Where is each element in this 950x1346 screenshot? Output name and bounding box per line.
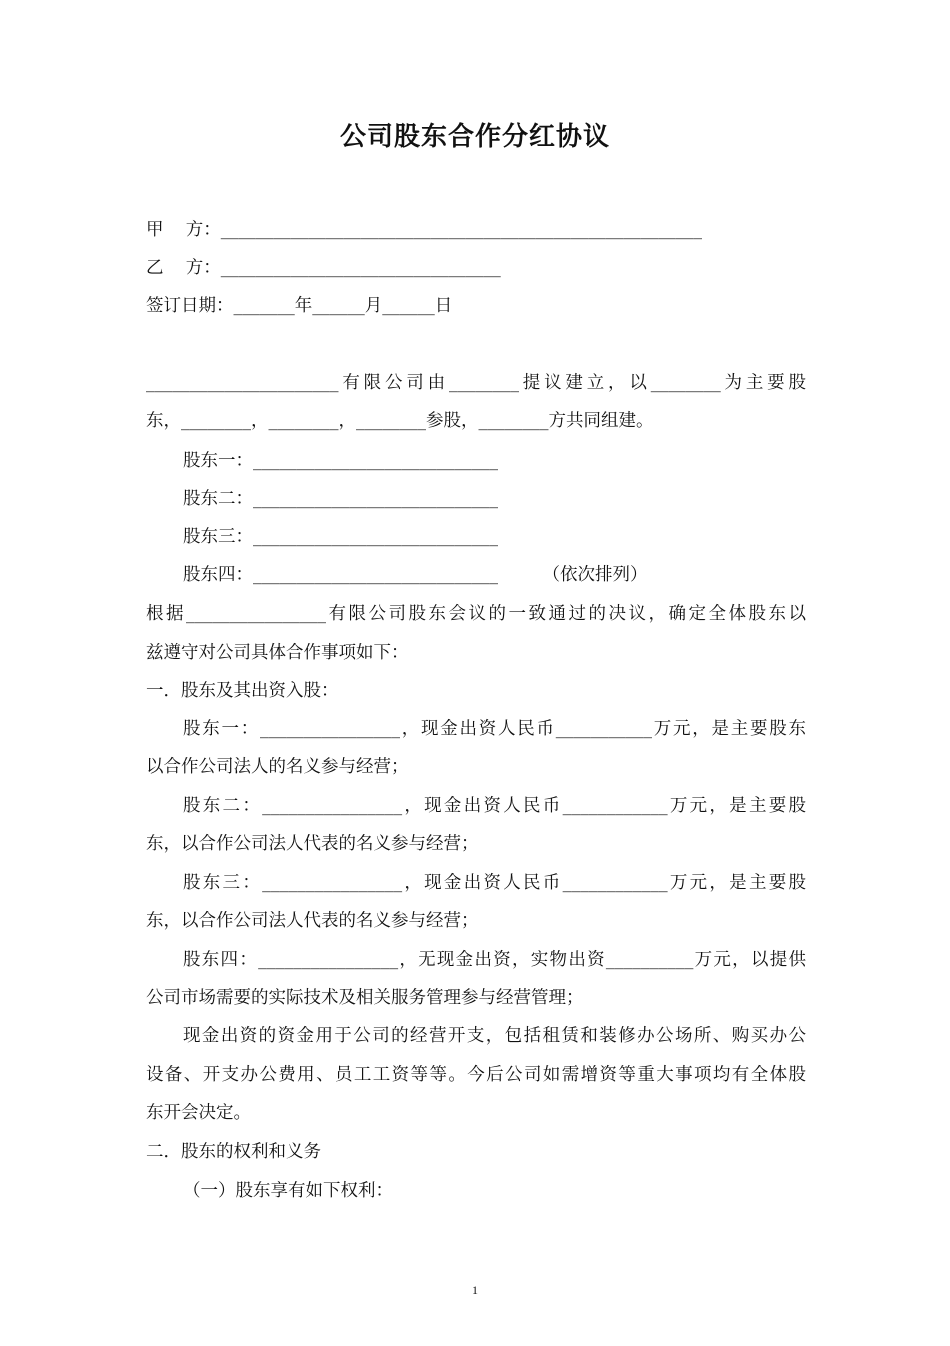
signing-date-line: 签订日期：_______年______月______日 <box>146 296 453 316</box>
subsection-heading: （一）股东享有如下权利： <box>183 1181 393 1201</box>
basis-line: 根据________________有限公司股东会议的一致通过的决议，确定全体股东以 <box>146 604 806 624</box>
intro-line: ______________________有限公司由________提议建立，以________为主要股 <box>146 373 806 393</box>
shareholder-list-item: 股东二：____________________________ <box>183 489 498 509</box>
section-line: 股东一：________________，现金出资人民币___________万元，是主要股东 <box>183 719 806 739</box>
section-heading: 二．股东的权利和义务 <box>146 1142 321 1162</box>
document-title: 公司股东合作分红协议 <box>339 122 610 152</box>
page-number: 1 <box>472 1283 478 1297</box>
section-line: 东，以合作公司法人代表的名义参与经营； <box>146 911 479 931</box>
shareholder-list-item: 股东三：____________________________ <box>183 527 498 547</box>
section-line: 股东三：________________，现金出资人民币____________万元，是主要股 <box>183 873 806 893</box>
section-line: 以合作公司法人的名义参与经营； <box>146 757 409 777</box>
section-line: 公司市场需要的实际技术及相关服务管理参与经营管理； <box>146 988 584 1008</box>
section-line: 东开会决定。 <box>146 1103 251 1123</box>
section-line: 现金出资的资金用于公司的经营开支，包括租赁和装修办公场所、购买办公 <box>183 1026 806 1046</box>
section-line: 设备、开支办公费用、员工工资等等。今后公司如需增资等重大事项均有全体股 <box>146 1065 806 1085</box>
intro-line: 东，________，________，________参股，________方共同组建。 <box>146 411 654 431</box>
section-line: 东，以合作公司法人代表的名义参与经营； <box>146 834 479 854</box>
section-line: 股东二：________________，现金出资人民币____________万元，是主要股 <box>183 796 806 816</box>
section-heading: 一．股东及其出资入股： <box>146 681 339 701</box>
party-b-line: 乙 方：________________________________ <box>146 258 501 278</box>
shareholder-list-item: 股东四：____________________________ （依次排列） <box>183 565 648 585</box>
section-line: 股东四：________________，无现金出资，实物出资__________万元，以提供 <box>183 950 806 970</box>
shareholder-list-item: 股东一：____________________________ <box>183 451 498 471</box>
party-a-line: 甲 方：_______________________________________________________ <box>146 220 703 240</box>
basis-line: 兹遵守对公司具体合作事项如下： <box>146 643 409 663</box>
